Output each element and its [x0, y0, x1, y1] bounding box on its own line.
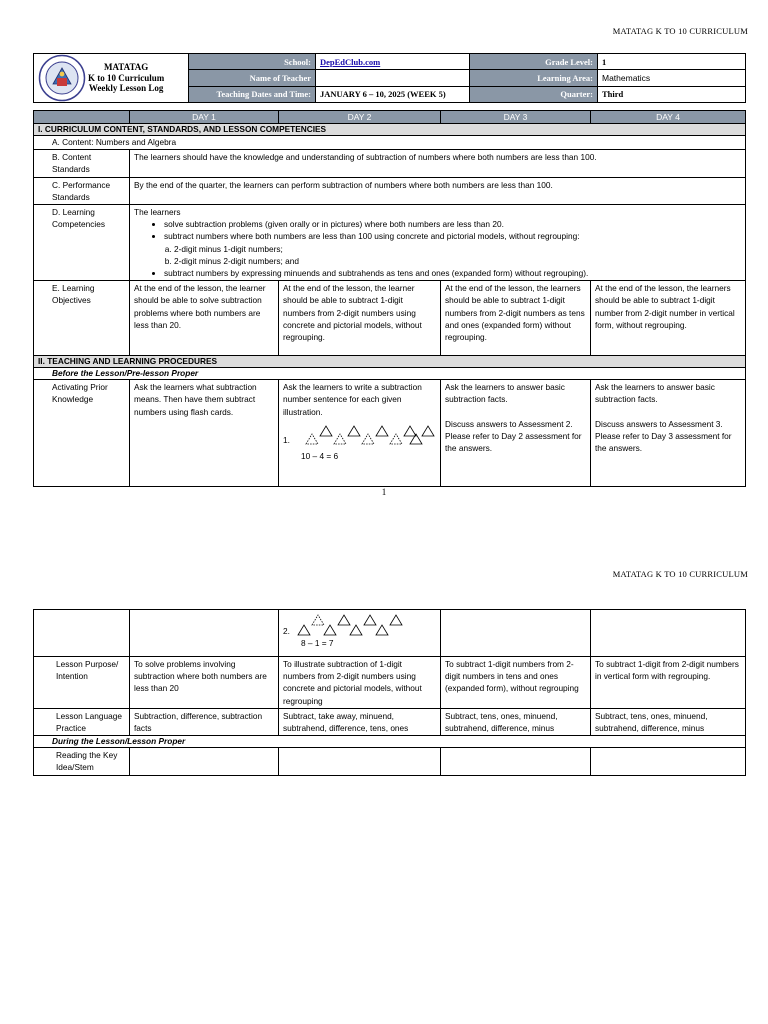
language-day4: Subtract, tens, ones, minuend, subtrahend, difference, minus	[591, 708, 746, 735]
item1-number: 1.	[283, 434, 290, 445]
reading-label: Reading the Key Idea/Stem	[34, 748, 130, 775]
purpose-day4: To subtract 1-digit from 2-digit numbers in vertical form with regrouping.	[591, 657, 746, 709]
continued-day3	[441, 610, 591, 657]
reading-day3	[441, 748, 591, 775]
section-heading-1: I. CURRICULUM CONTENT, STANDARDS, AND LESSON COMPETENCIES	[34, 124, 746, 136]
teacher-label: Name of Teacher	[189, 70, 316, 86]
during-lesson-heading: During the Lesson/Lesson Proper	[34, 736, 746, 748]
running-header: MATATAG K TO 10 CURRICULUM	[612, 26, 748, 36]
purpose-day3: To subtract 1-digit numbers from 2-digit numbers in tens and ones (expanded form), without regrouping	[441, 657, 591, 709]
activating-day2	[279, 380, 441, 487]
title-line3: Weekly Lesson Log	[88, 83, 164, 94]
activating-day3	[441, 380, 591, 487]
performance-standards-text: By the end of the quarter, the learners can perform subtraction of numbers where both numbers are less than 100.	[130, 177, 746, 204]
teacher-value	[316, 70, 470, 86]
title-line1: MATATAG	[103, 62, 149, 73]
performance-standards-label: C. Performance Standards	[34, 177, 130, 204]
school-link[interactable]: DepEdClub.com	[320, 56, 381, 67]
competencies-label: D. Learning Competencies	[34, 205, 130, 281]
day-header-3: DAY 3	[441, 111, 591, 124]
competencies-cell	[130, 205, 746, 281]
quarter-label: Quarter:	[470, 86, 598, 102]
lesson-log-table	[33, 110, 746, 487]
competency-sub-b: b. 2-digit minus 2-digit numbers; and	[174, 255, 741, 267]
content-row: A. Content: Numbers and Algebra	[34, 136, 746, 150]
purpose-day1: To solve problems involving subtraction where both numbers are less than 20	[130, 657, 279, 709]
objective-day4: At the end of the lesson, the learners should be able to subtract 1-digit number from 2-digit number in vertical form, without regrouping.	[591, 281, 746, 356]
continued-day2	[279, 610, 441, 657]
section-heading-2: II. TEACHING AND LEARNING PROCEDURES	[34, 356, 746, 368]
page-number: 1	[381, 487, 387, 497]
running-header-page2: MATATAG K TO 10 CURRICULUM	[612, 569, 748, 579]
competency-sub-a: a. 2-digit minus 1-digit numbers;	[174, 243, 741, 255]
before-lesson-heading: Before the Lesson/Pre-lesson Proper	[34, 368, 746, 380]
equation-1: 10 – 4 = 6	[301, 450, 339, 461]
lesson-log-table-continued	[33, 609, 746, 776]
title-line2: K to 10 Curriculum	[88, 72, 165, 83]
equation-2: 8 – 1 = 7	[301, 638, 334, 648]
continued-label-cell	[34, 610, 130, 657]
reading-day4	[591, 748, 746, 775]
day-header-4: DAY 4	[591, 111, 746, 124]
activating-day1: Ask the learners what subtraction means. Then have them subtract numbers using flash cards.	[130, 380, 279, 487]
competency-bullet-2: • subtract numbers where both numbers are less than 100 using concrete and pictorial models, without regrouping:	[164, 230, 741, 242]
objective-day2: At the end of the lesson, the learner should be able to subtract 1-digit numbers from 2-digit numbers using concrete and pictorial models, without regrouping.	[279, 281, 441, 356]
continued-day1	[130, 610, 279, 657]
language-day2: Subtract, take away, minuend, subtrahend, difference, tens, ones	[279, 708, 441, 735]
activating-day4-a: Ask the learners to answer basic subtraction facts.	[595, 382, 715, 405]
day-header-1: DAY 1	[130, 111, 279, 124]
activating-label: Activating Prior Knowledge	[34, 380, 130, 487]
objective-day3: At the end of the lesson, the learners should be able to subtract 1-digit numbers from 2-digit numbers as tens and ones (expanded form) without regrouping.	[441, 281, 591, 356]
deped-seal-icon	[38, 54, 86, 102]
item2-number: 2.	[283, 625, 290, 636]
dates-value: JANUARY 6 – 10, 2025 (WEEK 5)	[316, 86, 470, 102]
objectives-label: E. Learning Objectives	[34, 281, 130, 356]
corner-cell	[34, 111, 130, 124]
activating-day2-text: Ask the learners to write a subtraction number sentence for each given illustration.	[283, 382, 422, 417]
quarter-value: Third	[598, 86, 746, 102]
triangles-illustration-2	[296, 613, 406, 637]
language-day1: Subtraction, difference, subtraction facts	[130, 708, 279, 735]
purpose-label: Lesson Purpose/ Intention	[34, 657, 130, 709]
language-label: Lesson Language Practice	[34, 708, 130, 735]
activating-day4-b: Discuss answers to Assessment 3. Please refer to Day 3 assessment for the answers.	[595, 418, 732, 454]
activating-day3-a: Ask the learners to answer basic subtraction facts.	[445, 382, 565, 405]
purpose-day2: To illustrate subtraction of 1-digit numbers from 2-digit numbers using concrete and pictorial models, without regrouping	[279, 657, 441, 709]
area-value: Mathematics	[598, 70, 746, 86]
competency-bullet-1: • solve subtraction problems (given orally or in pictures) where both numbers are less than 20.	[164, 218, 741, 230]
school-label: School:	[189, 54, 316, 70]
competencies-intro: The learners	[134, 207, 181, 218]
day-header-2: DAY 2	[279, 111, 441, 124]
content-standards-text: The learners should have the knowledge and understanding of subtraction of numbers where both numbers are less than 100.	[130, 150, 746, 177]
objective-day1: At the end of the lesson, the learner should be able to solve subtraction problems where both numbers are less than 20.	[130, 281, 279, 356]
activating-day3-b: Discuss answers to Assessment 2. Please refer to Day 2 assessment for the answers.	[445, 418, 582, 454]
language-day3: Subtract, tens, ones, minuend, subtrahend, difference, minus	[441, 708, 591, 735]
competency-bullet-3: • subtract numbers by expressing minuends and subtrahends as tens and ones (expanded form) without regrouping).	[164, 267, 741, 279]
continued-day4	[591, 610, 746, 657]
activating-day4	[591, 380, 746, 487]
reading-day1	[130, 748, 279, 775]
grade-label: Grade Level:	[470, 54, 598, 70]
title-block	[34, 54, 189, 103]
area-label: Learning Area:	[470, 70, 598, 86]
reading-day2	[279, 748, 441, 775]
triangles-illustration-1	[296, 424, 436, 446]
dates-label: Teaching Dates and Time:	[189, 86, 316, 102]
content-standards-label: B. Content Standards	[34, 150, 130, 177]
grade-value: 1	[598, 54, 746, 70]
header-table	[33, 53, 746, 103]
